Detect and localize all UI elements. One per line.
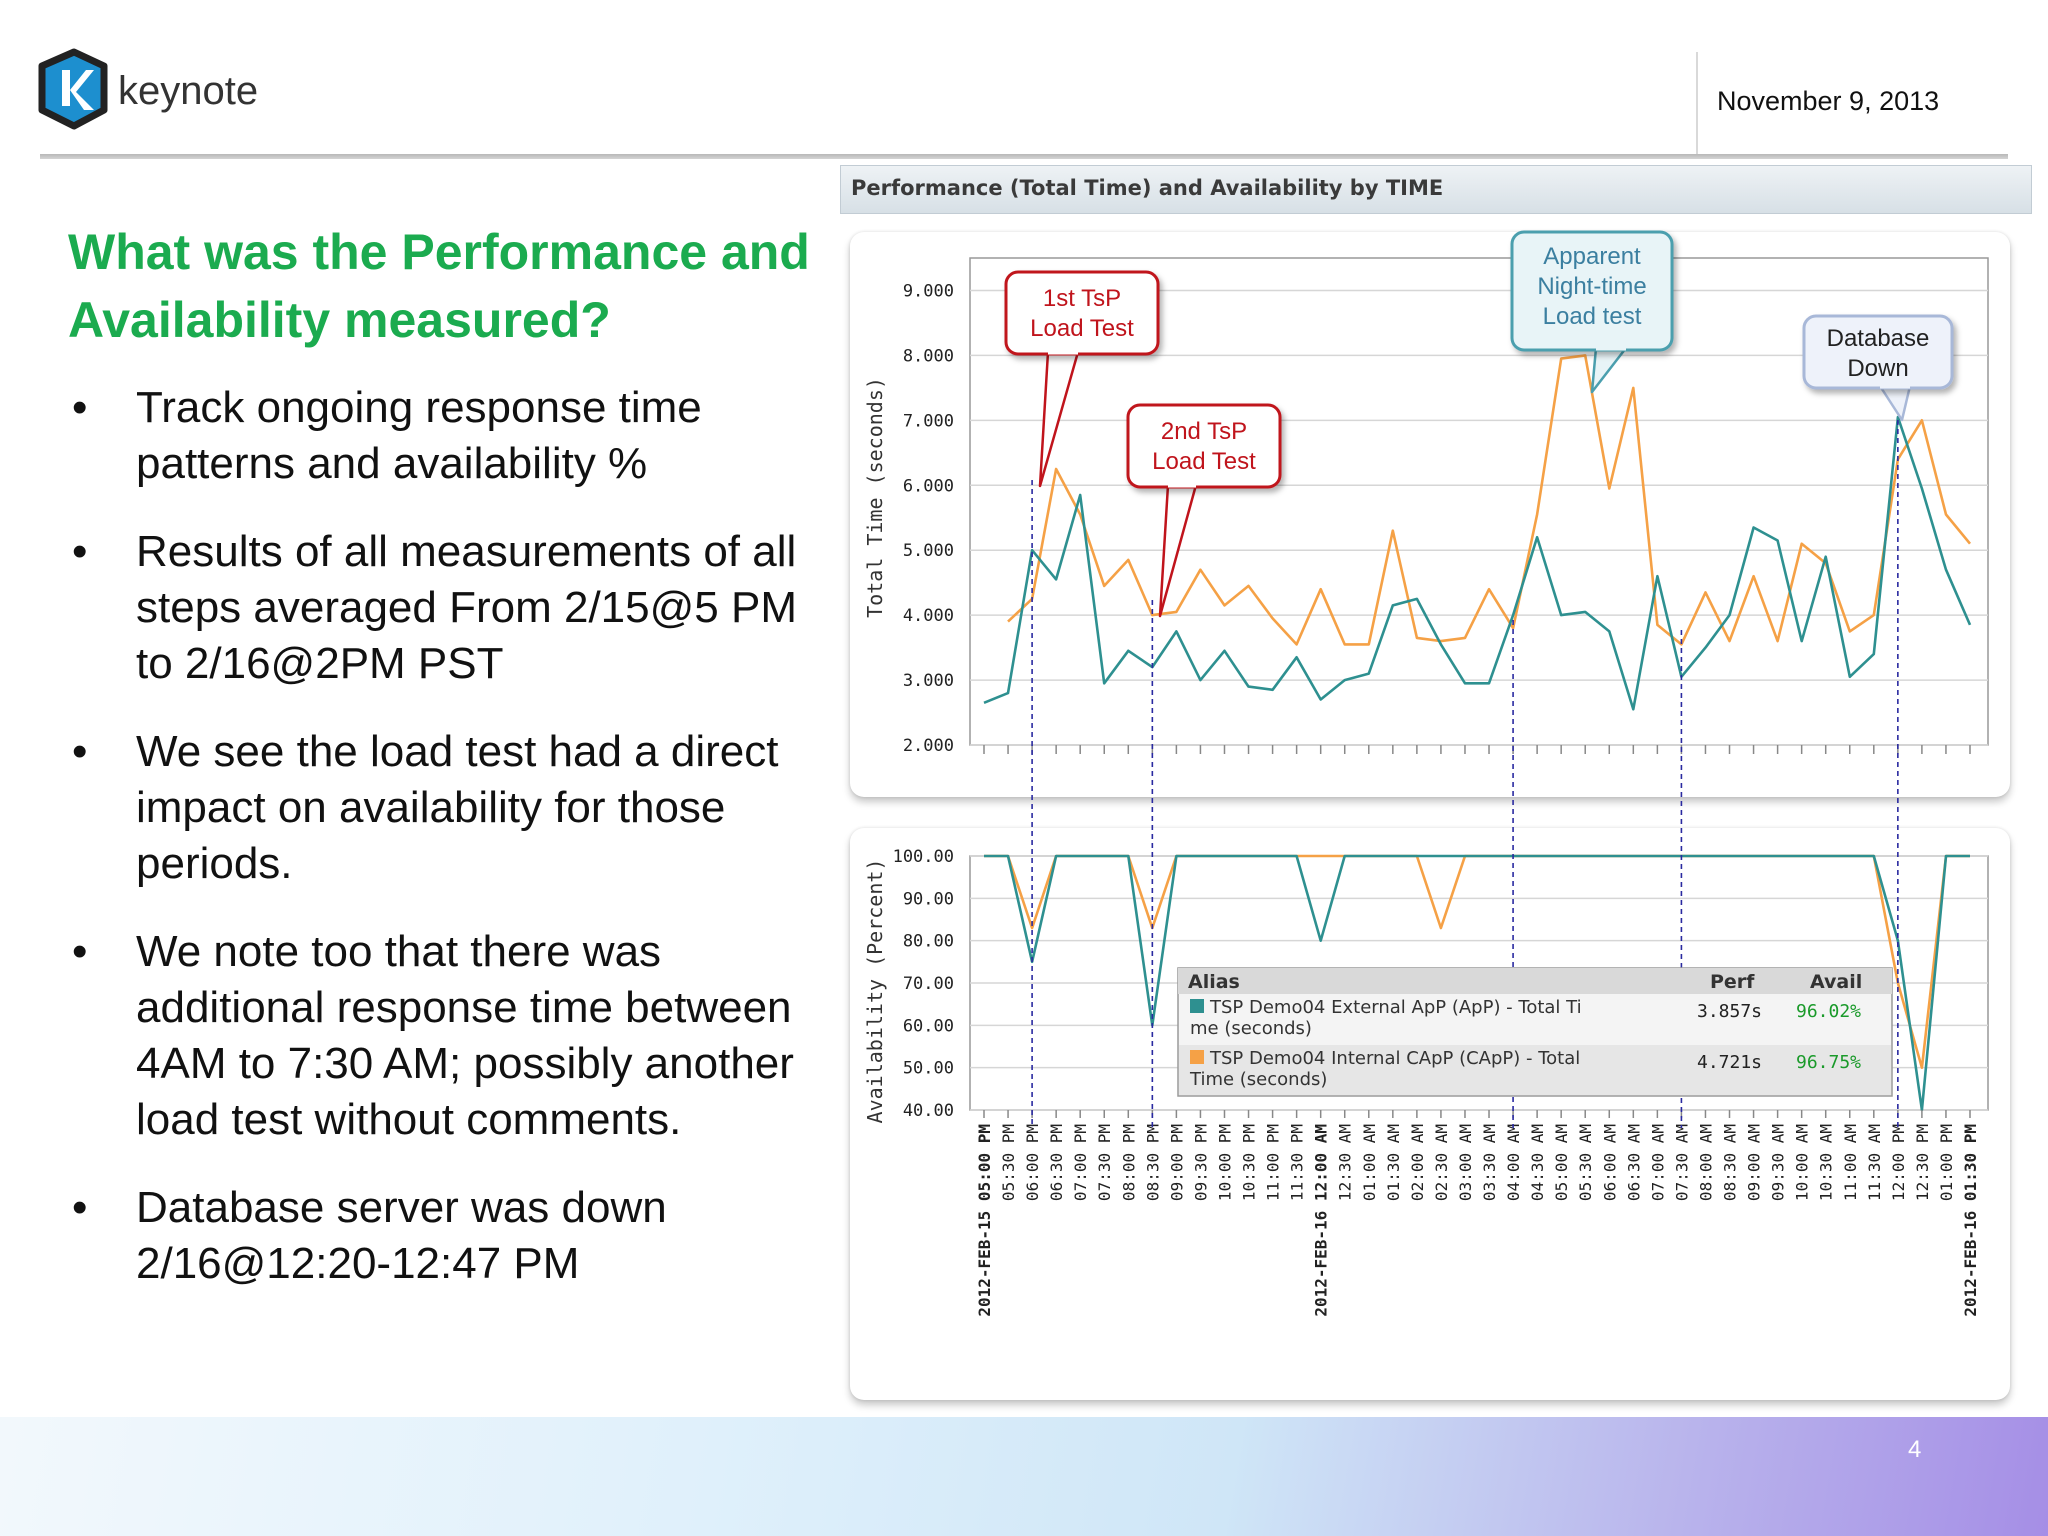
avail-y-tick-label: 50.00 <box>902 1058 954 1079</box>
bullet-text: We see the load test had a direct impact on availability for those periods. <box>136 727 779 888</box>
x-tick-label: 10:00 PM <box>1215 1124 1235 1202</box>
x-tick-label: 09:00 PM <box>1167 1124 1187 1202</box>
page-number: 4 <box>1908 1436 1922 1463</box>
legend-swatch <box>1190 999 1204 1013</box>
x-tick-label: 04:00 AM <box>1504 1124 1524 1202</box>
x-tick-label: 07:30 PM <box>1095 1124 1115 1202</box>
x-tick-label: 02:00 AM <box>1407 1124 1427 1202</box>
x-tick-label: 10:30 PM <box>1239 1124 1259 1202</box>
bullet-symbol: • <box>72 1183 88 1232</box>
x-tick-label: 09:00 AM <box>1744 1124 1764 1202</box>
bullet-text: We note too that there was additional response time between 4AM to 7:30 AM; possibly another load test without comments. <box>136 927 794 1144</box>
bullet-text: Database server was down 2/16@12:20-12:47 PM <box>136 1183 667 1288</box>
legend-avail-value: 96.75% <box>1796 1052 1862 1073</box>
x-tick-label: 09:30 AM <box>1768 1124 1788 1202</box>
perf-y-tick-label: 5.000 <box>902 541 954 562</box>
callout-text: Load Test <box>1030 315 1134 342</box>
perf-y-tick-label: 4.000 <box>902 606 954 627</box>
legend-alias-line: TSP Demo04 Internal CApP (CApP) - Total <box>1210 1048 1581 1069</box>
perf-y-tick-label: 3.000 <box>902 671 954 692</box>
x-tick-label: 11:00 PM <box>1263 1124 1283 1202</box>
callout-text: 1st TsP <box>1042 285 1122 312</box>
avail-y-tick-label: 70.00 <box>902 974 954 994</box>
callout-text: Night-time <box>1537 273 1647 300</box>
slide-title: What was the Performance and Availability measured? <box>68 224 810 348</box>
chart-panel-title: Performance (Total Time) and Availability by TIME <box>851 176 1444 200</box>
perf-y-tick-label: 8.000 <box>902 346 954 367</box>
x-tick-label: 11:00 AM <box>1840 1124 1860 1202</box>
x-tick-label: 01:30 AM <box>1383 1124 1403 1202</box>
x-tick-label: 01:00 PM <box>1936 1124 1956 1202</box>
avail-y-tick-label: 40.00 <box>902 1101 954 1121</box>
x-tick-label: 10:30 AM <box>1816 1124 1836 1202</box>
legend-avail-value: 96.02% <box>1796 1001 1862 1022</box>
x-tick-label: 07:30 AM <box>1672 1124 1692 1202</box>
callout-text: 2nd TsP <box>1160 418 1248 445</box>
perf-y-tick-label: 7.000 <box>902 411 954 432</box>
x-tick-label: 05:00 AM <box>1552 1124 1572 1202</box>
bullet-symbol: • <box>72 383 88 432</box>
legend-alias-line: Time (seconds) <box>1190 1069 1328 1090</box>
x-tick-label: 06:00 AM <box>1600 1124 1620 1202</box>
legend-alias-line: me (seconds) <box>1190 1018 1312 1039</box>
legend-header-row <box>1178 968 1892 994</box>
callout-text: Down <box>1847 355 1909 382</box>
x-tick-label: 08:30 PM <box>1143 1124 1163 1202</box>
callout-text: Database <box>1826 325 1930 352</box>
slide-footer <box>0 1417 2048 1536</box>
callout-text: Load Test <box>1152 448 1256 475</box>
x-tick-label: 09:30 PM <box>1191 1124 1211 1202</box>
legend-header-alias: Alias <box>1188 971 1240 993</box>
bullet-text: Results of all measurements of all steps averaged From 2/15@5 PM to 2/16@2PM PST <box>136 527 797 688</box>
callout-text: Load test <box>1542 303 1642 330</box>
x-tick-label: 04:30 AM <box>1528 1124 1548 1202</box>
x-tick-label: 10:00 AM <box>1792 1124 1812 1202</box>
x-tick-label: 03:30 AM <box>1480 1124 1500 1202</box>
x-tick-label: 07:00 AM <box>1648 1124 1668 1202</box>
x-tick-label: 12:00 PM <box>1888 1124 1908 1202</box>
x-tick-label: 06:30 PM <box>1047 1124 1067 1202</box>
slide-date: November 9, 2013 <box>1717 86 1940 116</box>
x-tick-label: 06:00 PM <box>1023 1124 1043 1202</box>
x-tick-label: 08:30 AM <box>1720 1124 1740 1202</box>
x-tick-label: 07:00 PM <box>1071 1124 1091 1202</box>
avail-y-tick-label: 60.00 <box>902 1016 954 1037</box>
callout-text: Apparent <box>1543 243 1641 270</box>
legend-header-avail: Avail <box>1810 971 1863 993</box>
avail-y-tick-label: 90.00 <box>902 889 954 910</box>
legend-header-perf: Perf <box>1710 971 1755 993</box>
x-tick-label: 11:30 PM <box>1287 1124 1307 1202</box>
perf-y-axis-label: Total Time (seconds) <box>863 377 887 618</box>
x-tick-label: 2012-FEB-16 12:00 AM <box>1311 1124 1331 1317</box>
bullet-symbol: • <box>72 727 88 776</box>
legend-perf-value: 4.721s <box>1697 1052 1763 1073</box>
x-tick-label: 05:30 PM <box>999 1124 1019 1202</box>
perf-y-tick-label: 2.000 <box>902 736 954 756</box>
x-tick-label: 11:30 AM <box>1864 1124 1884 1202</box>
x-tick-label: 12:30 AM <box>1335 1124 1355 1202</box>
bullet-symbol: • <box>72 927 88 976</box>
legend-alias-line: TSP Demo04 External ApP (ApP) - Total Ti <box>1210 997 1582 1018</box>
x-tick-label: 12:30 PM <box>1912 1124 1932 1202</box>
x-tick-label: 08:00 PM <box>1119 1124 1139 1202</box>
perf-y-tick-label: 9.000 <box>902 281 954 302</box>
legend-perf-value: 3.857s <box>1697 1001 1763 1022</box>
avail-y-tick-label: 80.00 <box>902 931 954 952</box>
x-tick-label: 2012-FEB-15 05:00 PM <box>975 1124 994 1317</box>
avail-y-axis-label: Availability (Percent) <box>863 858 887 1124</box>
perf-y-tick-label: 6.000 <box>902 476 954 497</box>
x-tick-label: 2012-FEB-16 01:30 PM <box>1961 1124 1980 1317</box>
avail-y-tick-label: 100.00 <box>892 847 954 867</box>
x-tick-label: 03:00 AM <box>1455 1124 1475 1202</box>
bullet-text: Track ongoing response time patterns and availability % <box>136 383 702 488</box>
legend-swatch <box>1190 1050 1204 1064</box>
x-tick-label: 06:30 AM <box>1624 1124 1644 1202</box>
bullet-symbol: • <box>72 527 88 576</box>
x-tick-label: 05:30 AM <box>1576 1124 1596 1202</box>
x-tick-label: 02:30 AM <box>1431 1124 1451 1202</box>
x-tick-label: 01:00 AM <box>1359 1124 1379 1202</box>
brand-wordmark: keynote <box>118 69 259 113</box>
x-tick-label: 08:00 AM <box>1696 1124 1716 1202</box>
